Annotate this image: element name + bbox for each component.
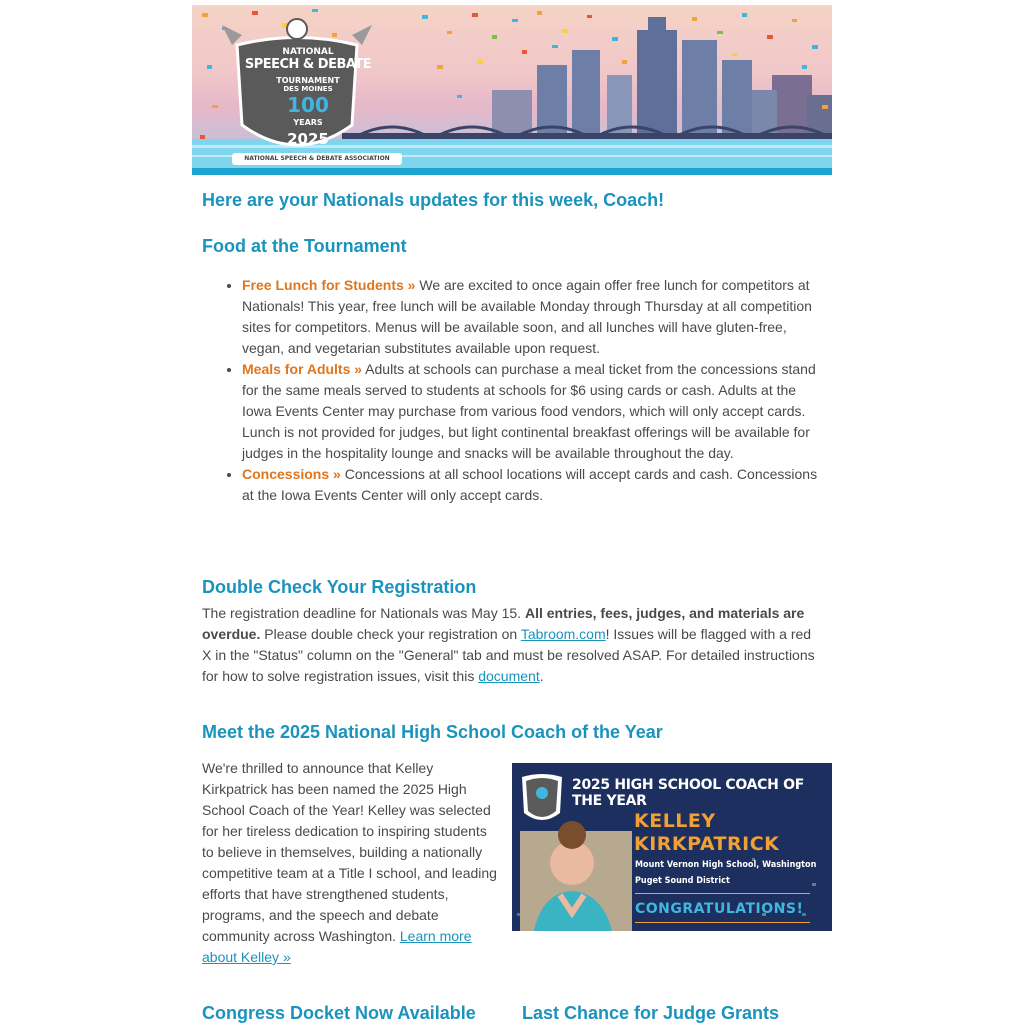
- coach-school: Mount Vernon High School, Washington: [635, 860, 817, 870]
- logo-line-speech-debate: SPEECH & DEBATE: [244, 57, 372, 72]
- logo-footer: NATIONAL SPEECH & DEBATE ASSOCIATION: [244, 155, 390, 162]
- registration-overdue-notice: All entries, fees, judges, and materials are overdue.: [202, 605, 805, 642]
- divider: [635, 922, 810, 923]
- mini-tournament-logo: [522, 774, 562, 820]
- logo-line-years: YEARS: [293, 118, 323, 127]
- meals-for-adults-text: Adults at schools can purchase a meal ticket from the concessions stand for the same meals served to students at schools for $6 using cards or cash. Adults at the Iowa Events Center may purchase from various food vendors, which will only accept cards. Lunch is not provided for judges, but light continental breakfast offerings will be available for judges in the hospitality lounge and snacks will be available throughout the day.: [242, 361, 816, 461]
- free-lunch-link[interactable]: Free Lunch for Students »: [242, 277, 416, 293]
- coach-text: We're thrilled to announce that Kelley Kirkpatrick has been named the 2025 High School Coach of the Year! Kelley was selected for her tireless dedication to inspiring students to believe in themselves, building a nationally competitive team at a Title I school, and leading efforts that have strengthened students, programs, and the speech and debate community across Washington.: [202, 760, 497, 944]
- meals-for-adults-link[interactable]: Meals for Adults »: [242, 361, 363, 377]
- list-item: [242, 359, 820, 464]
- logo-line-des-moines: DES MOINES: [283, 85, 333, 93]
- coach-last-name: KIRKPATRICK: [634, 833, 780, 855]
- coach-card-title: 2025 HIGH SCHOOL COACH OF THE YEAR: [572, 777, 804, 809]
- registration-text-2: Please double check your registration on: [260, 626, 521, 642]
- congress-docket-heading: Congress Docket Now Available: [202, 1003, 476, 1023]
- food-list: [222, 275, 820, 506]
- divider: [635, 893, 810, 894]
- tournament-banner: [192, 5, 832, 175]
- coach-of-the-year-graphic: [512, 763, 832, 931]
- congratulations-text: CONGRATULATIONS!: [635, 901, 804, 917]
- concessions-text: Concessions at all school locations will accept cards and cash. Concessions at the Iowa Events Center will only accept cards.: [242, 466, 818, 503]
- registration-text-3: ! Issues will be flagged with a red X in the "Status" column on the "General" tab and must be resolved ASAP. For detailed instructions for how to solve registration issues, visit this: [202, 626, 815, 684]
- registration-text-1: The registration deadline for Nationals was May 15.: [202, 605, 525, 621]
- coach-heading: Meet the 2025 National High School Coach of the Year: [202, 722, 663, 742]
- coach-paragraph: [202, 758, 500, 968]
- logo-line-100: 100: [287, 93, 329, 117]
- logo-line-national: NATIONAL: [282, 47, 334, 57]
- logo-line-tournament: TOURNAMENT: [276, 76, 340, 85]
- food-heading: Food at the Tournament: [202, 236, 407, 256]
- banner-bottom-strip: [192, 168, 832, 175]
- registration-text-4: .: [539, 668, 544, 684]
- judge-grants-heading: Last Chance for Judge Grants: [522, 1003, 780, 1023]
- list-item: [242, 464, 820, 506]
- learn-more-kelley-link[interactable]: Learn more about Kelley »: [202, 928, 472, 965]
- coach-district: Puget Sound District: [635, 876, 730, 886]
- free-lunch-text: We are excited to once again offer free lunch for competitors at Nationals! This year, free lunch will be available Monday through Thursday at all competition sites for competitors. Menus will be available soon, and all lunches will have gluten-free, vegan, and vegetarian substitutes available upon request.: [242, 277, 812, 356]
- tabroom-link[interactable]: Tabroom.com: [520, 626, 606, 642]
- coach-first-name: KELLEY: [634, 810, 716, 832]
- concessions-link[interactable]: Concessions »: [242, 466, 341, 482]
- registration-heading: Double Check Your Registration: [202, 577, 477, 597]
- page-title: Here are your Nationals updates for this week, Coach!: [202, 190, 665, 210]
- registration-paragraph: [202, 603, 822, 687]
- list-item: [242, 275, 820, 359]
- document-link[interactable]: document: [478, 668, 540, 684]
- logo-line-2025: 2025: [287, 130, 329, 148]
